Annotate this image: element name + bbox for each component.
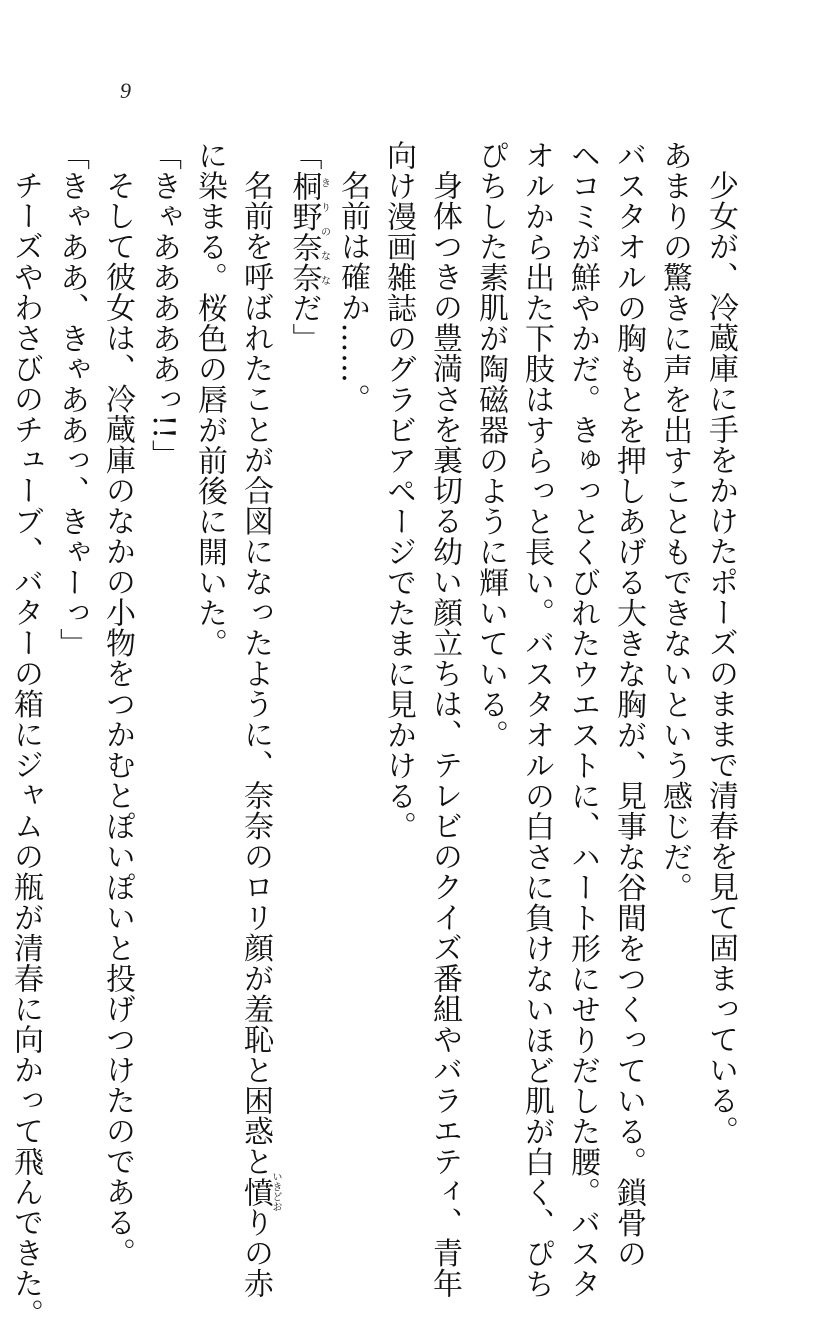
quote-open: 「 [286,140,322,171]
text-line: 名前は確か……。 [335,170,370,414]
text-line: チーズやわさびのチューブ、バターの箱にジャムの瓶が清春に向かって飛んできた。 [8,170,43,1329]
quote-close: だ」 [286,292,322,354]
text-line: に染まる。桜色の唇が前後に開いた。 [192,140,227,659]
text-line-with-ruby [232,140,281,1299]
text-line: あまりの驚きに声を出すこともできないという感じだ。 [657,140,692,903]
ruby-base: 桐野奈奈 [286,170,322,293]
text-line: ぴちした素肌が陶磁器のように輝いている。 [473,140,508,750]
page-number: 9 [120,78,131,103]
vertical-text-body [8,140,743,1329]
ruby-reading: きりのなな [318,170,330,293]
text-line: そして彼女は、冷蔵庫のなかの小物をつかむとぽいぽいと投げつけたのである。 [100,170,135,1268]
word-ruby [238,1171,281,1212]
name-ruby [286,170,330,293]
ruby-base: 憤 [238,1171,273,1212]
ruby-reading: いきどお [270,1171,281,1212]
line-text: 名前を呼ばれたことが合図になったように、奈奈のロリ顔が羞恥と困惑と [238,170,273,1177]
text-line: 「きゃああ、きゃああっ、きゃーっ」 [54,140,89,659]
text-line: バスタオルの胸もとを押しあげる大きな胸が、見事な谷間をつくっている。鎖骨の [611,140,646,1269]
text-line: オルから出た下肢はすらっと長い。バスタオルの白さに負けないほど肌が白く、ぴち [519,140,554,1299]
text-line: 「きゃあああああっ!!」 [146,140,181,471]
text-line: 身体つきの豊満さを裏切る幼い顔立ちは、テレビのクイズ番組やバラエティ、青年 [427,170,462,1299]
text-line: 少女が、冷蔵庫に手をかけたポーズのままで清春を見て固まっている。 [703,170,738,1146]
text-line-with-ruby [281,140,330,1150]
text-line: 向け漫画雑誌のグラビアページでたまに見かける。 [381,140,416,842]
line-text-end: りの赤 [238,1207,273,1299]
text-line: ヘコミが鮮やかだ。きゅっとくびれたウエストに、ハート形にせりだした腰。バスタ [565,140,600,1299]
